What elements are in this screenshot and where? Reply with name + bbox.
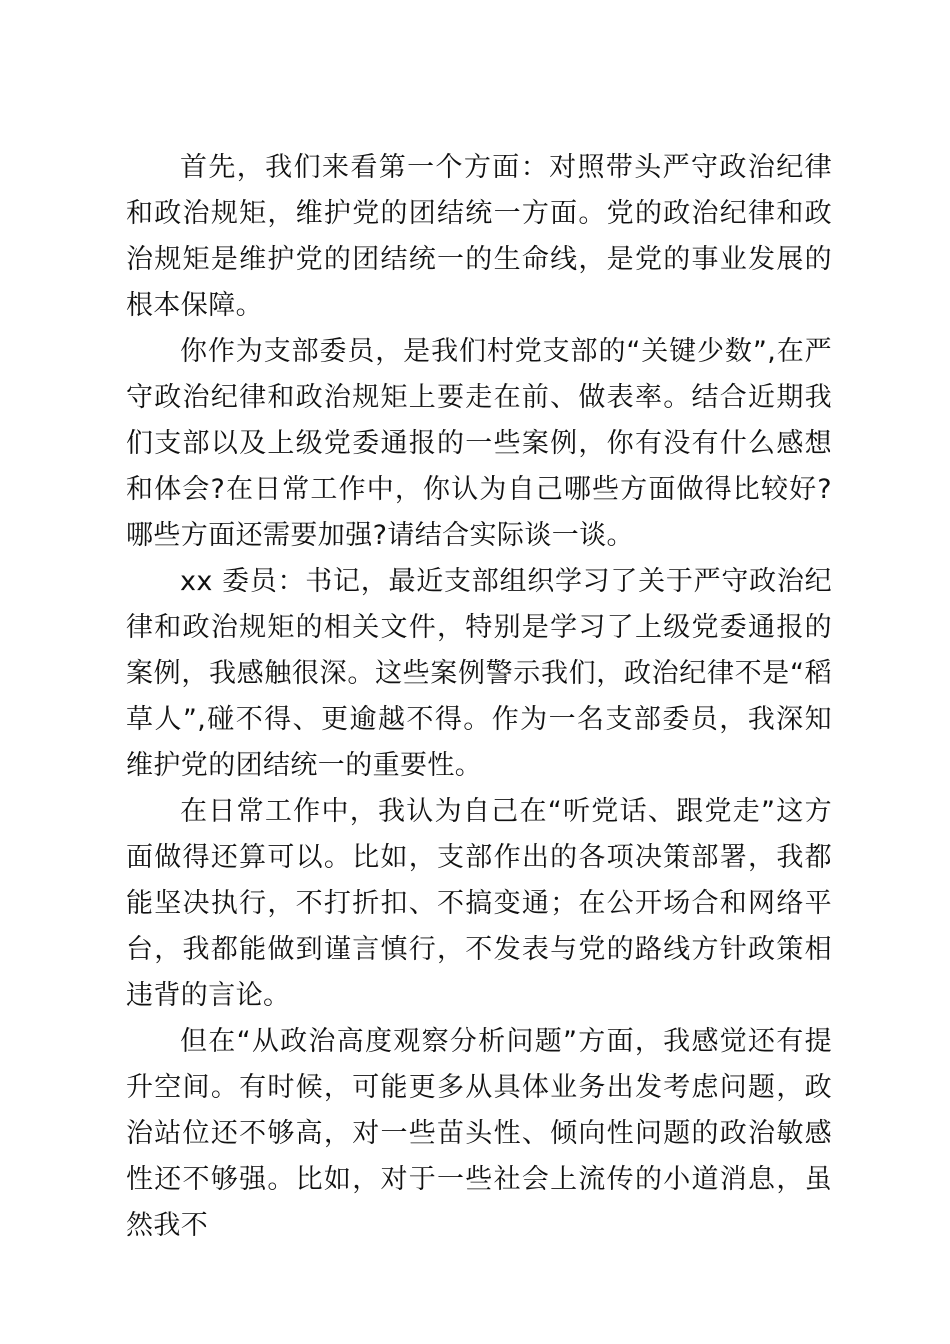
paragraph-5: 但在“从政治高度观察分析问题”方面，我感觉还有提升空间。有时候，可能更多从具体业务出发考虑问题，政治站位还不够高，对一些苗头性、倾向性问题的政治敏感性还不够强。比如，对于一些社会上流传的小道消息，虽然我不	[126, 1026, 832, 1241]
paragraph-1: 首先，我们来看第一个方面：对照带头严守政治纪律和政治规矩，维护党的团结统一方面。党的政治纪律和政治规矩是维护党的团结统一的生命线，是党的事业发展的根本保障。	[126, 152, 832, 321]
document-body	[126, 145, 832, 1249]
paragraph-3: xx 委员：书记，最近支部组织学习了关于严守政治纪律和政治规矩的相关文件，特别是学习了上级党委通报的案例，我感触很深。这些案例警示我们，政治纪律不是“稻草人”,碰不得、更逾越不得。作为一名支部委员，我深知维护党的团结统一的重要性。	[126, 566, 832, 781]
paragraph-2: 你作为支部委员，是我们村党支部的“关键少数”,在严守政治纪律和政治规矩上要走在前、做表率。结合近期我们支部以及上级党委通报的一些案例，你有没有什么感想和体会?在日常工作中，你认为自己哪些方面做得比较好?哪些方面还需要加强?请结合实际谈一谈。	[126, 336, 832, 551]
paragraph-4: 在日常工作中，我认为自己在“听党话、跟党走”这方面做得还算可以。比如，支部作出的各项决策部署，我都能坚决执行，不打折扣、不搞变通；在公开场合和网络平台，我都能做到谨言慎行，不发表与党的路线方针政策相违背的言论。	[126, 796, 832, 1011]
